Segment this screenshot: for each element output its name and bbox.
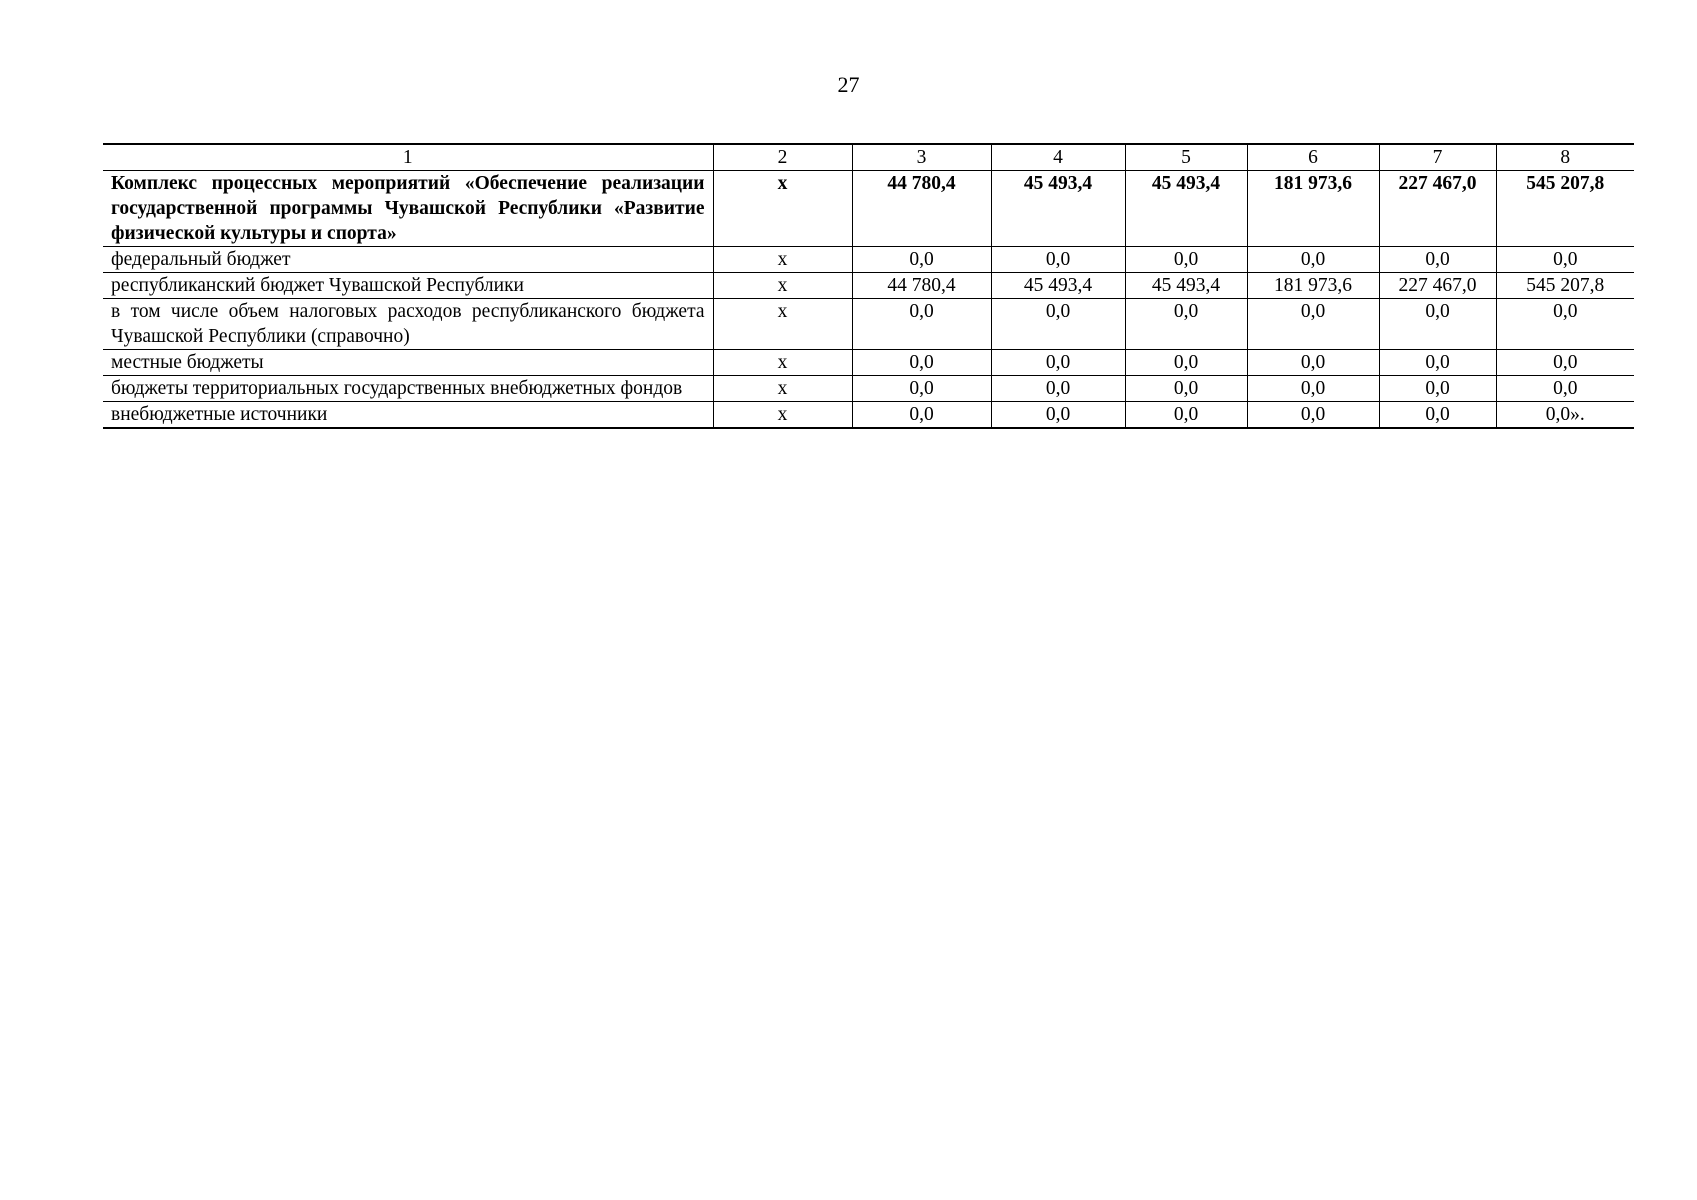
row-value: 0,0 bbox=[1379, 376, 1496, 402]
row-value: 0,0 bbox=[852, 299, 991, 350]
row-label: внебюджетные источники bbox=[103, 402, 713, 429]
row-label: местные бюджеты bbox=[103, 350, 713, 376]
row-value: 227 467,0 bbox=[1379, 171, 1496, 247]
row-label: бюджеты территориальных государственных внебюджетных фондов bbox=[103, 376, 713, 402]
row-value: 0,0 bbox=[1379, 350, 1496, 376]
row-label: Комплекс процессных мероприятий «Обеспечение реализации государственной программы Чувашской Республики «Развитие физической культуры и спорта» bbox=[103, 171, 713, 247]
row-value: 0,0 bbox=[1379, 402, 1496, 429]
column-header: 1 bbox=[103, 144, 713, 171]
row-value: 0,0 bbox=[1496, 376, 1634, 402]
row-value: 0,0 bbox=[1125, 247, 1247, 273]
row-value: 0,0 bbox=[1379, 247, 1496, 273]
row-value: 44 780,4 bbox=[852, 273, 991, 299]
row-value: 0,0 bbox=[1496, 299, 1634, 350]
table-row-extrabudgetary-sources bbox=[103, 402, 1634, 429]
row-value: 45 493,4 bbox=[1125, 171, 1247, 247]
row-code: x bbox=[713, 376, 852, 402]
row-label: федеральный бюджет bbox=[103, 247, 713, 273]
row-value: 0,0 bbox=[1125, 299, 1247, 350]
column-header: 6 bbox=[1247, 144, 1379, 171]
row-value: 45 493,4 bbox=[991, 171, 1125, 247]
table-row-complex-total bbox=[103, 171, 1634, 247]
row-value: 0,0 bbox=[852, 247, 991, 273]
row-value: 0,0 bbox=[991, 402, 1125, 429]
row-code: x bbox=[713, 402, 852, 429]
row-value: 0,0 bbox=[1496, 247, 1634, 273]
row-code: x bbox=[713, 273, 852, 299]
row-value: 0,0 bbox=[991, 299, 1125, 350]
row-value: 0,0 bbox=[1247, 350, 1379, 376]
row-value: 0,0». bbox=[1496, 402, 1634, 429]
row-value: 0,0 bbox=[852, 350, 991, 376]
row-code: x bbox=[713, 299, 852, 350]
column-header: 8 bbox=[1496, 144, 1634, 171]
column-header: 4 bbox=[991, 144, 1125, 171]
row-value: 545 207,8 bbox=[1496, 273, 1634, 299]
row-value: 0,0 bbox=[1247, 299, 1379, 350]
column-header: 5 bbox=[1125, 144, 1247, 171]
row-code: x bbox=[713, 247, 852, 273]
table-row-extrabudgetary-funds bbox=[103, 376, 1634, 402]
row-label: в том числе объем налоговых расходов республиканского бюджета Чувашской Республики (справочно) bbox=[103, 299, 713, 350]
row-value: 181 973,6 bbox=[1247, 171, 1379, 247]
row-value: 45 493,4 bbox=[991, 273, 1125, 299]
table-row-federal-budget bbox=[103, 247, 1634, 273]
column-header: 7 bbox=[1379, 144, 1496, 171]
row-value: 0,0 bbox=[1379, 299, 1496, 350]
row-value: 0,0 bbox=[1125, 376, 1247, 402]
table-row-republic-budget bbox=[103, 273, 1634, 299]
row-value: 45 493,4 bbox=[1125, 273, 1247, 299]
table-header-row bbox=[103, 144, 1634, 171]
row-value: 0,0 bbox=[1125, 350, 1247, 376]
row-code: x bbox=[713, 171, 852, 247]
page-number: 27 bbox=[837, 72, 860, 97]
row-value: 0,0 bbox=[1247, 376, 1379, 402]
row-value: 0,0 bbox=[1496, 350, 1634, 376]
row-value: 0,0 bbox=[852, 376, 991, 402]
row-value: 0,0 bbox=[1247, 247, 1379, 273]
row-value: 181 973,6 bbox=[1247, 273, 1379, 299]
table-row-local-budgets bbox=[103, 350, 1634, 376]
row-value: 0,0 bbox=[1125, 402, 1247, 429]
row-value: 0,0 bbox=[991, 350, 1125, 376]
row-value: 227 467,0 bbox=[1379, 273, 1496, 299]
budget-table bbox=[103, 143, 1634, 429]
row-value: 0,0 bbox=[1247, 402, 1379, 429]
row-code: x bbox=[713, 350, 852, 376]
row-value: 0,0 bbox=[991, 247, 1125, 273]
row-value: 0,0 bbox=[991, 376, 1125, 402]
row-value: 44 780,4 bbox=[852, 171, 991, 247]
row-label: республиканский бюджет Чувашской Республики bbox=[103, 273, 713, 299]
column-header: 3 bbox=[852, 144, 991, 171]
column-header: 2 bbox=[713, 144, 852, 171]
table-row-tax-expenditures bbox=[103, 299, 1634, 350]
row-value: 0,0 bbox=[852, 402, 991, 429]
row-value: 545 207,8 bbox=[1496, 171, 1634, 247]
